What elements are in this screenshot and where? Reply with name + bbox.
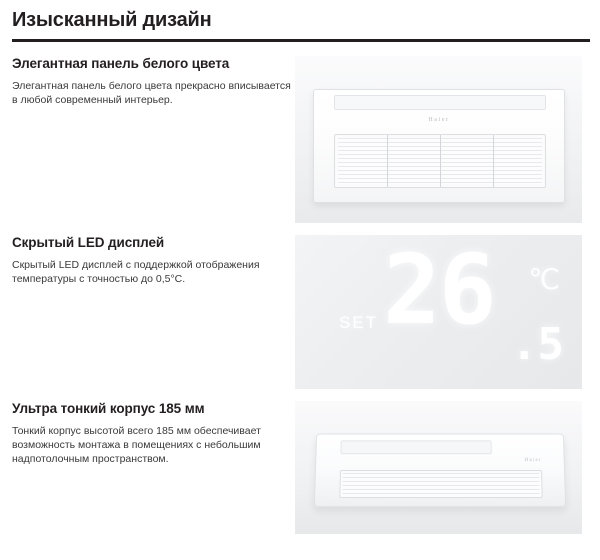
title-divider: [12, 39, 590, 42]
led-panel: [295, 235, 582, 389]
brand-label: Haier: [524, 458, 542, 464]
section-slim-body: [10, 401, 590, 534]
ceiling-cassette-front-photo: [295, 56, 582, 223]
air-outlet-grille: [339, 470, 542, 498]
section-led-display: [10, 235, 590, 389]
indoor-unit-front: [313, 89, 565, 203]
section-heading: Элегантная панель белого цвета: [12, 56, 230, 71]
brand-label: Haier: [428, 117, 450, 123]
section-elegant-panel: [10, 56, 590, 223]
indoor-unit-angled: [314, 434, 566, 508]
air-intake-slot: [340, 440, 491, 454]
set-indicator-label: SET: [339, 313, 379, 332]
air-outlet-grille: [334, 134, 546, 188]
grille-divider: [493, 135, 494, 187]
page-title: Изысканный дизайн: [12, 9, 212, 31]
temperature-digits: 26: [383, 235, 495, 346]
section-body: Элегантная панель белого цвета прекрасно вписывается в любой современный интерьер.: [12, 80, 291, 107]
section-heading: Скрытый LED дисплей: [12, 235, 165, 250]
celsius-unit-icon: ℃: [528, 263, 560, 296]
section-body: Скрытый LED дисплей с поддержкой отображения температуры с точностью до 0,5°С.: [12, 259, 260, 286]
led-display-photo: [295, 235, 582, 389]
section-text-block: [10, 401, 295, 467]
grille-divider: [440, 135, 441, 187]
slim-unit-angled-photo: [295, 401, 582, 534]
section-body: Тонкий корпус высотой всего 185 мм обеспечивает возможность монтажа в помещениях с небольшим надпотолочным пространством.: [12, 425, 261, 466]
section-heading: Ультра тонкий корпус 185 мм: [12, 401, 205, 416]
air-intake-slot: [334, 95, 546, 110]
louver-lines: [342, 473, 539, 495]
section-text-block: [10, 235, 295, 286]
grille-divider: [387, 135, 388, 187]
temperature-fraction: .5: [511, 319, 564, 370]
section-text-block: [10, 56, 295, 107]
